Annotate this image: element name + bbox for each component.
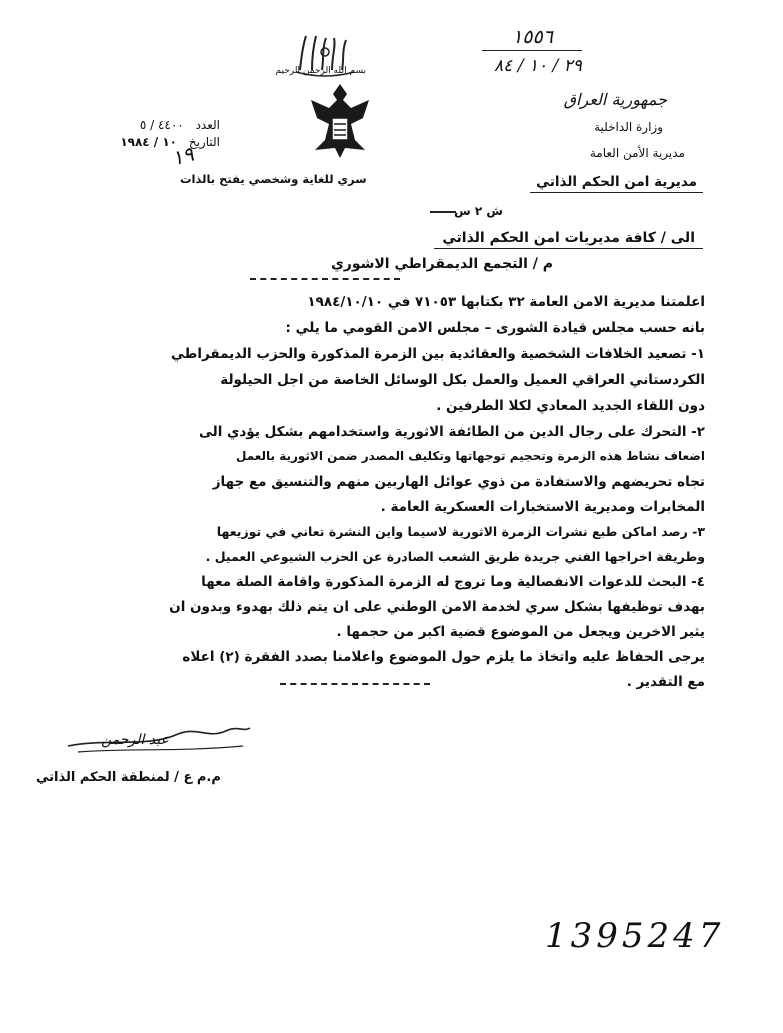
body-line: وطريقة اخراجها الفني جريدة طريق الشعب الصادرة عن الحزب الشيوعي العميل . (205, 549, 705, 564)
body-line: تجاه تحريضهم والاستفادة من ذوي عوائل الهاربين منهم والتنسيق مع جهاز (212, 474, 705, 490)
body-line: دون اللقاء الجديد المعادي لكلا الطرفين . (436, 398, 705, 414)
body-line: اعلمتنا مديرية الامن العامة ٣٢ بكتابها ٧١٠٥٣ في ١٩٨٤/١٠/١٠ (307, 294, 705, 310)
registry-rule (482, 50, 582, 51)
republic-name: جمهورية العراق (563, 90, 667, 109)
addressee-to: الى / كافة مديريات امن الحكم الذاتي (434, 230, 703, 249)
body-line: ٤- البحث للدعوات الانفصالية وما تروج له الزمرة المذكورة واقامة الصلة معها (201, 574, 705, 590)
body-line: اضعاف نشاط هذه الزمرة وتحجيم توجهاتها وتكليف المصدر ضمن الاثورية بالعمل (235, 449, 705, 463)
body-line: ٣- رصد اماكن طبع نشرات الزمرة الاثورية لاسيما واين النشرة تعاني في توزيعها (216, 524, 705, 539)
date-handwritten: ١٩ (169, 141, 197, 171)
body-line: بهدف توظيفها بشكل سري لخدمة الامن الوطني على ان يتم ذلك بهدوء وبدون ان (169, 599, 705, 615)
eagle-emblem (305, 78, 375, 164)
signer-title: م.م ع / لمنطقة الحكم الذاتي (36, 770, 221, 785)
registry-number: ١٥٥٦ (512, 26, 553, 48)
classification: سري للغاية وشخصي يفتح بالذات (180, 172, 367, 186)
registry-date: ٢٩ / ١٠ / ٨٤ (494, 56, 582, 76)
signer-name: عبد الرحمن (101, 732, 169, 748)
directorate-name: مديرية الأمن العامة (589, 146, 685, 160)
subject-underline (250, 278, 400, 280)
date-line (100, 135, 220, 149)
ministry-name: وزارة الداخلية (594, 120, 663, 134)
body-line: المخابرات ومديرية الاستخبارات العسكرية العامة . (380, 499, 705, 515)
basmala-text: بسم الله الرحمن الرحيم (275, 66, 366, 76)
date-label: التاريخ (188, 135, 220, 149)
body-line: يرجى الحفاظ عليه واتخاذ ما يلزم حول الموضوع واعلامنا بصدد الفقرة (٢) اعلاه (182, 649, 705, 665)
body-line: الكردستاني العراقي العميل والعمل بكل الوسائل الخاصة من اجل الحيلولة (220, 372, 705, 388)
issuing-office: مديرية امن الحكم الذاتي (530, 174, 703, 193)
ref-number: ٤٤٠٠ / ٥ (139, 118, 184, 132)
ref-label: العدد (195, 118, 220, 132)
closing-dash (280, 683, 430, 685)
document-id: 1395247 (545, 916, 725, 956)
body-line: بانه حسب مجلس قيادة الشورى – مجلس الامن القومي ما يلي : (285, 320, 705, 336)
subject-line: م / التجمع الديمقراطي الاشوري (330, 256, 553, 272)
date-value: ١٠ / ١٩٨٤ (120, 135, 178, 149)
ref-line (120, 118, 220, 132)
section-code: ش ٢ س (454, 204, 503, 218)
body-line: مع التقدير . (626, 674, 705, 690)
section-dash (430, 211, 456, 213)
body-line: يثير الاخرين ويجعل من الموضوع قضية اكبر من حجمها . (336, 624, 705, 640)
body-line: ٢- التحرك على رجال الدين من الطائفة الاثورية واستخدامهم بشكل يؤدي الى (199, 424, 705, 440)
body-line: ١- تصعيد الخلافات الشخصية والعقائدية بين الزمرة المذكورة والحزب الديمقراطي (170, 346, 705, 362)
